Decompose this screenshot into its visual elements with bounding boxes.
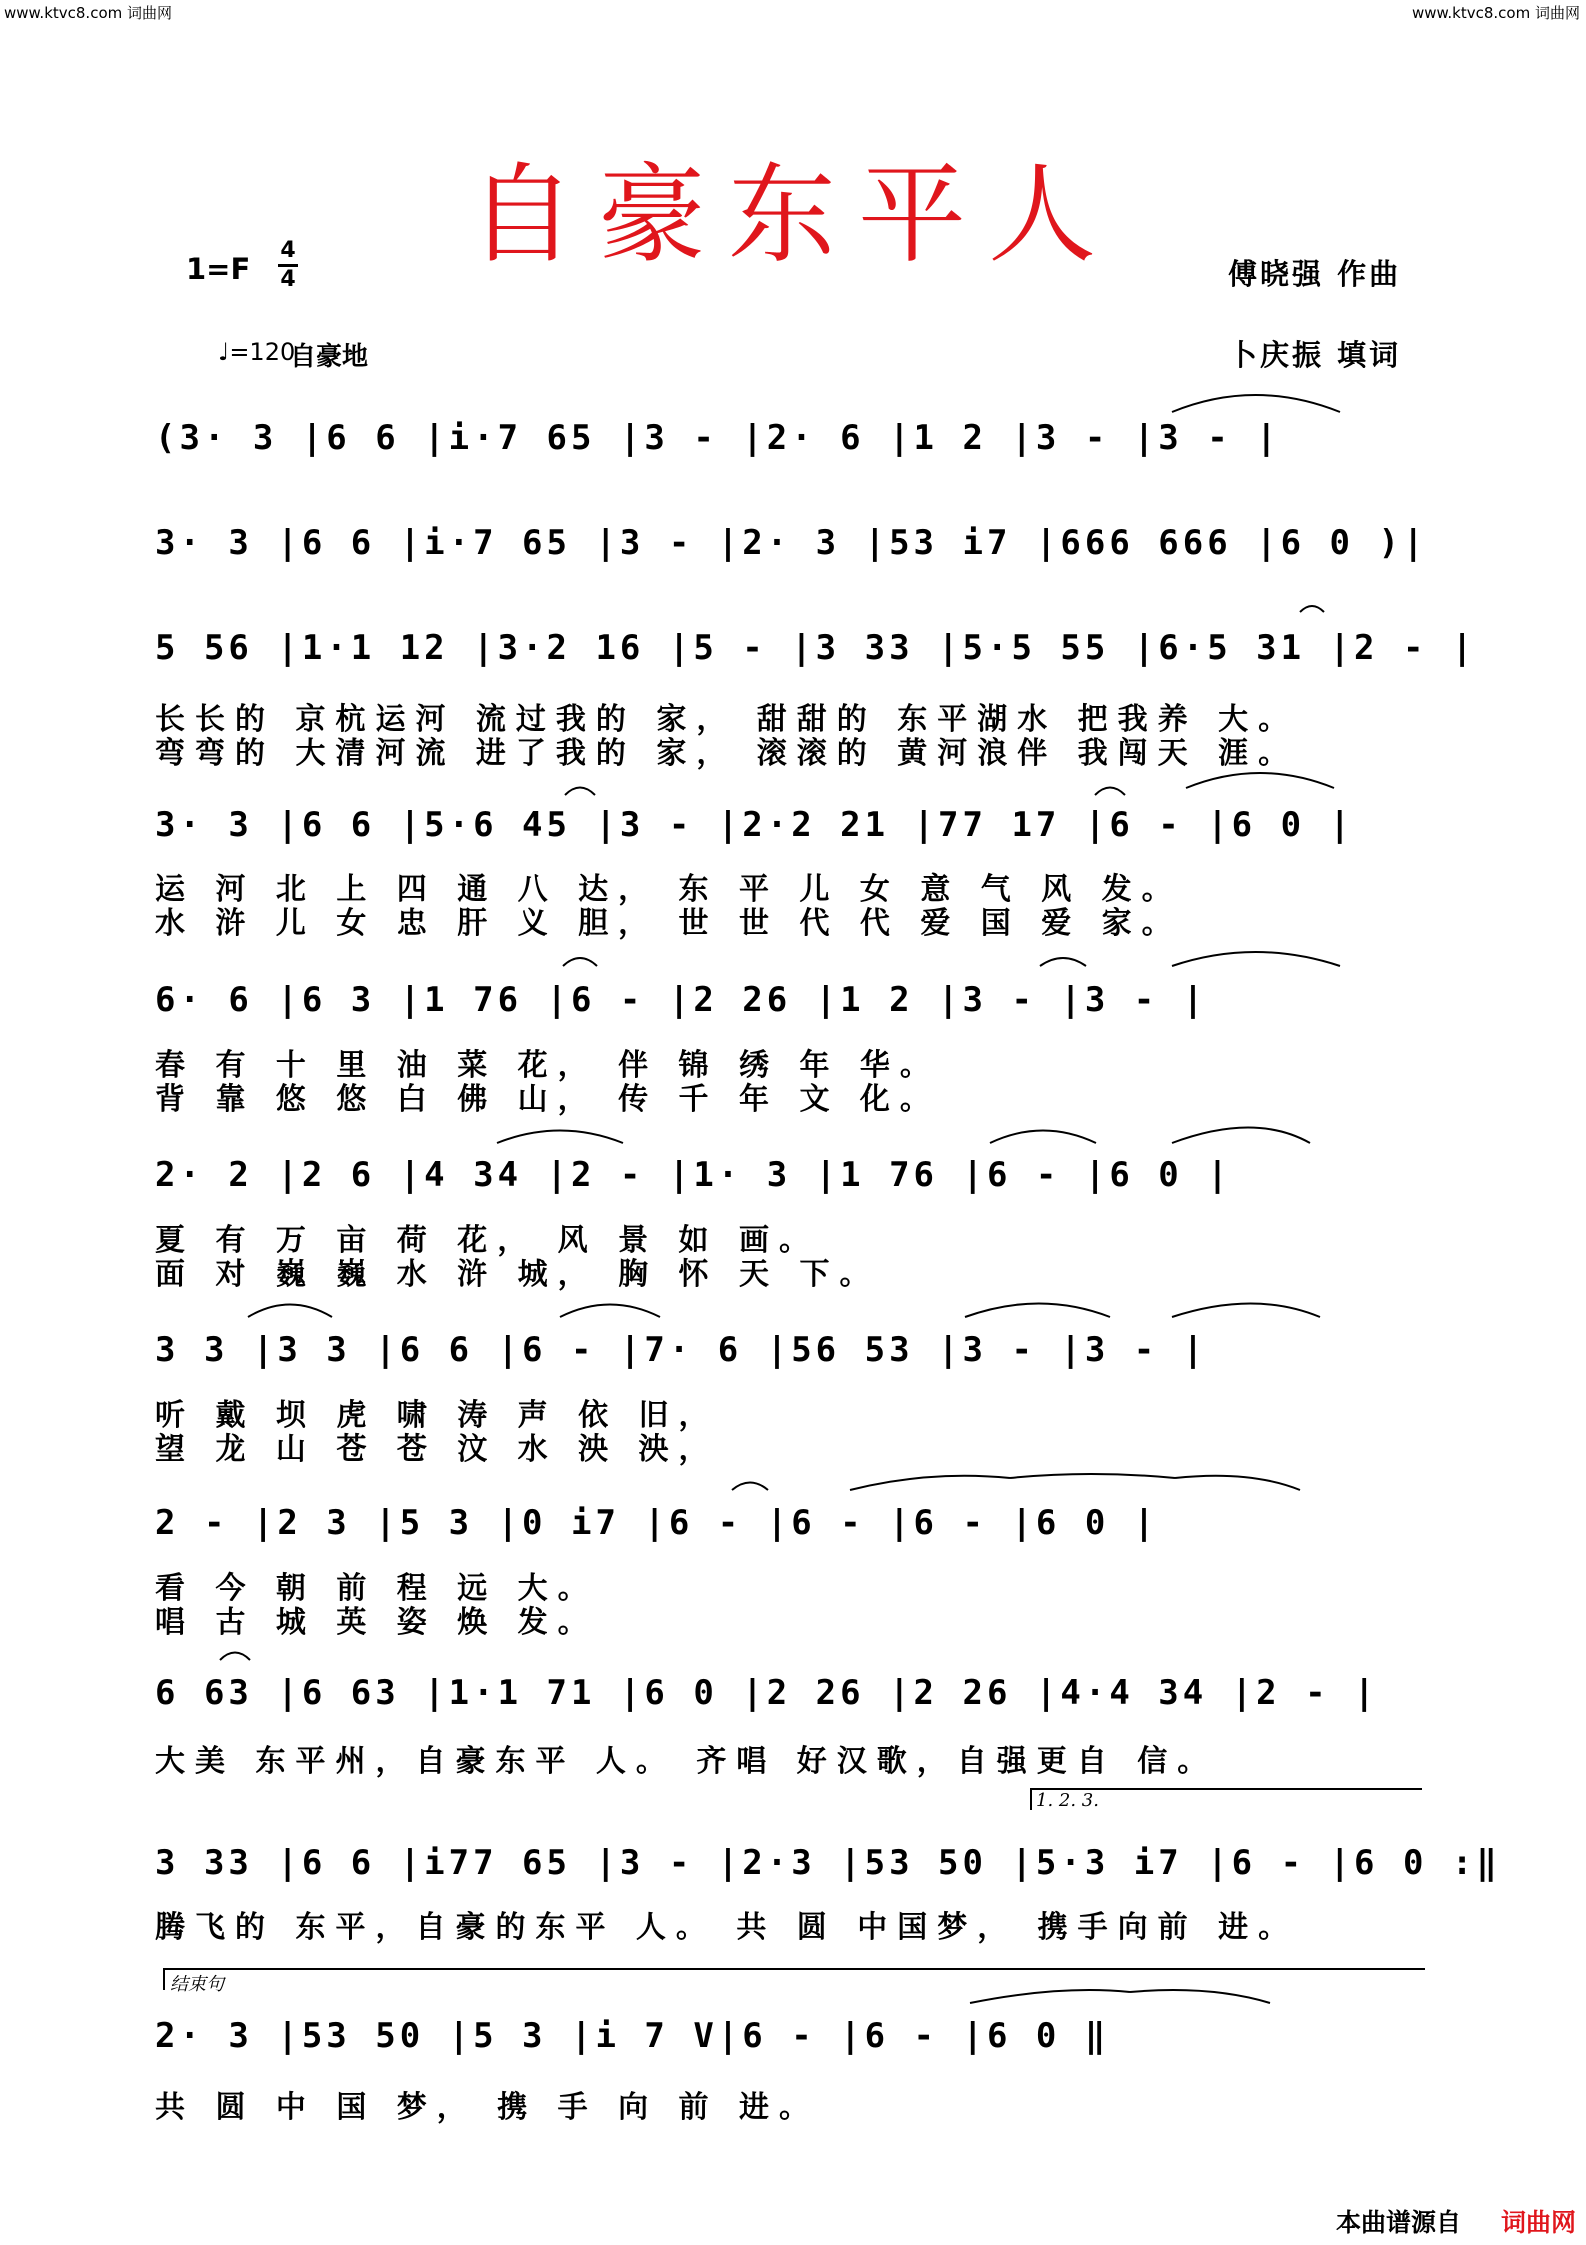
slur [732, 1483, 768, 1491]
volta-label: 1. 2. 3. [1036, 1790, 1099, 1811]
lyric-system-10: 腾飞的 东平，自豪的东平 人。 共 圆 中国梦， 携手向前 进。 [155, 1910, 1299, 1945]
watermark-right: www.ktvc8.com 词曲网 [1411, 4, 1580, 22]
lyric-system-8-verse-2: 唱 古 城 英 姿 焕 发。 [155, 1605, 598, 1640]
lyricist-credit: 卜庆振 填词 [1228, 338, 1402, 372]
slur [1175, 1476, 1300, 1490]
lyric-system-9: 大美 东平州，自豪东平 人。 齐唱 好汉歌，自强更自 信。 [155, 1744, 1218, 1779]
tempo-marking: ♩=120 [218, 338, 296, 366]
lyric-system-7-verse-1: 听 戴 坝 虎 啸 涛 声 依 旧， [155, 1398, 719, 1433]
notation-system-8: 2 - |2 3 |5 3 |0 i7 |6 - |6 - |6 - |6 0 | [155, 1503, 1159, 1543]
lyric-system-3-verse-2: 弯弯的 大清河流 进了我的 家， 滚滚的 黄河浪伴 我闯天 涯。 [155, 736, 1299, 771]
composer-credit: 傅晓强 作曲 [1228, 257, 1402, 291]
lyric-system-4-verse-2: 水 浒 儿 女 忠 肝 义 胆， 世 世 代 代 爱 国 爱 家。 [155, 906, 1182, 941]
slur [1172, 952, 1340, 966]
slur [497, 1131, 623, 1144]
notation-system-4: 3· 3 |6 6 |5·6 45 |3 - |2·2 21 |77 17 |6 - |6 0 | [155, 805, 1355, 845]
lyric-system-5-verse-1: 春 有 十 里 油 菜 花， 伴 锦 绣 年 华。 [155, 1048, 940, 1083]
lyric-system-11: 共 圆 中 国 梦， 携 手 向 前 进。 [155, 2090, 819, 2125]
footer-brand-link[interactable]: 词曲网 [1500, 2208, 1576, 2237]
slur [850, 1476, 1010, 1490]
slur [1172, 395, 1340, 412]
slur [563, 958, 597, 966]
notation-system-6: 2· 2 |2 6 |4 34 |2 - |1· 3 |1 76 |6 - |6 0 | [155, 1155, 1232, 1195]
notation-system-3: 5 56 |1·1 12 |3·2 16 |5 - |3 33 |5·5 55 |6·5 31 |2 - | [155, 628, 1477, 668]
notation-system-9: 6 63 |6 63 |1·1 71 |6 0 |2 26 |2 26 |4·4 34 |2 - | [155, 1673, 1379, 1713]
lyric-system-5-verse-2: 背 靠 悠 悠 白 佛 山， 传 千 年 文 化。 [155, 1082, 940, 1117]
slur [1130, 1990, 1270, 2003]
lyric-system-7-verse-2: 望 龙 山 苍 苍 汶 水 泱 泱， [155, 1432, 719, 1467]
slur [565, 788, 595, 796]
footer-source: 本曲谱源自 [1335, 2208, 1461, 2237]
notation-system-2: 3· 3 |6 6 |i·7 65 |3 - |2· 3 |53 i7 |666 666 |6 0 )| [155, 523, 1428, 563]
notation-system-5: 6· 6 |6 3 |1 76 |6 - |2 26 |1 2 |3 - |3 - | [155, 980, 1208, 1020]
slur [1040, 958, 1086, 966]
lyric-system-6-verse-2: 面 对 巍 巍 水 浒 城， 胸 怀 天 下。 [155, 1257, 880, 1292]
expression-marking: 自豪地 [290, 342, 369, 372]
slur [1172, 1304, 1320, 1318]
slur [965, 1304, 1110, 1318]
key-signature: 1=F [186, 252, 251, 286]
slur [1010, 1474, 1175, 1478]
lyric-system-6-verse-1: 夏 有 万 亩 荷 花， 风 景 如 画。 [155, 1223, 819, 1258]
watermark-left: www.ktvc8.com 词曲网 [4, 4, 173, 22]
slur [990, 1131, 1096, 1144]
ending-label: 结束句 [170, 1974, 224, 1995]
slur [1186, 773, 1334, 788]
notation-system-7: 3 3 |3 3 |6 6 |6 - |7· 6 |56 53 |3 - |3 - | [155, 1330, 1208, 1370]
notation-system-1: (3· 3 |6 6 |i·7 65 |3 - |2· 6 |1 2 |3 - |3 - | [155, 418, 1281, 458]
lyric-system-4-verse-1: 运 河 北 上 四 通 八 达， 东 平 儿 女 意 气 风 发。 [155, 872, 1182, 907]
lyric-system-8-verse-1: 看 今 朝 前 程 远 大。 [155, 1571, 598, 1606]
song-title: 自豪东平人 [467, 153, 1118, 278]
time-signature-top: 4 [280, 238, 296, 263]
slur [560, 1305, 660, 1318]
lyric-system-3-verse-1: 长长的 京杭运河 流过我的 家， 甜甜的 东平湖水 把我养 大。 [155, 702, 1299, 737]
notation-system-10: 3 33 |6 6 |i77 65 |3 - |2·3 |53 50 |5·3 i7 |6 - |6 0 :‖ [155, 1843, 1501, 1883]
slur [1300, 606, 1324, 612]
slur [220, 1653, 250, 1661]
slur [1095, 788, 1125, 796]
slur [1172, 1128, 1310, 1144]
slur [970, 1990, 1130, 2003]
slur [248, 1305, 332, 1318]
time-signature-bottom: 4 [280, 267, 296, 292]
notation-system-11: 2· 3 |53 50 |5 3 |i 7 V|6 - |6 - |6 0 ‖ [155, 2016, 1110, 2056]
